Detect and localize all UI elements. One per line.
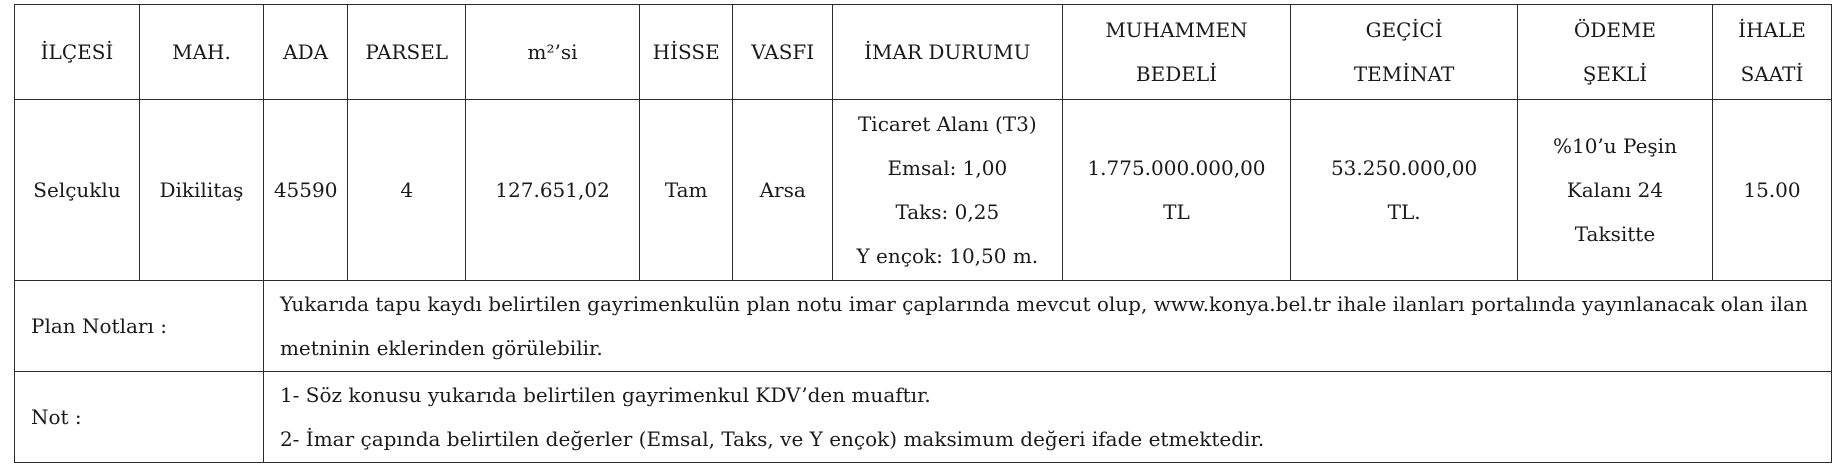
imar-line-2: Emsal: 1,00 [887, 156, 1008, 180]
header-ilcesi: İLÇESİ [15, 5, 140, 100]
not-label: Not : [15, 372, 264, 463]
odeme-line-1: %10’u Peşin [1552, 134, 1677, 158]
header-gecici-line-2: TEMİNAT [1353, 62, 1455, 86]
cell-mah: Dikilitaş [139, 100, 263, 281]
header-ihale-saati [1713, 5, 1832, 100]
odeme-line-3: Taksitte [1574, 222, 1656, 246]
auction-table [14, 4, 1832, 463]
plan-notes-text [263, 281, 1831, 372]
header-muhammen-bedeli [1062, 5, 1291, 100]
not-text [263, 372, 1831, 463]
header-gecici-line-1: GEÇİCİ [1365, 18, 1443, 42]
header-row [15, 5, 1832, 100]
header-gecici-teminat [1291, 5, 1518, 100]
cell-odeme-sekli [1517, 100, 1712, 281]
header-mah: MAH. [139, 5, 263, 100]
header-muhammen-line-2: BEDELİ [1135, 62, 1218, 86]
header-vasfi: VASFI [733, 5, 833, 100]
header-ihale-line-1: İHALE [1738, 18, 1806, 42]
cell-ilcesi: Selçuklu [15, 100, 140, 281]
cell-ihale-saati: 15.00 [1713, 100, 1832, 281]
odeme-line-2: Kalanı 24 [1566, 178, 1664, 202]
plan-notes-label: Plan Notları : [15, 281, 264, 372]
cell-vasfi: Arsa [733, 100, 833, 281]
header-odeme-line-2: ŞEKLİ [1582, 62, 1648, 86]
cell-parsel: 4 [348, 100, 466, 281]
header-ada: ADA [263, 5, 347, 100]
gecici-line-1: 53.250.000,00 [1330, 156, 1478, 180]
gecici-line-2: TL. [1387, 200, 1421, 224]
imar-line-3: Taks: 0,25 [895, 200, 1000, 224]
cell-m2: 127.651,02 [466, 100, 640, 281]
not-row [15, 372, 1832, 463]
imar-line-1: Ticaret Alanı (T3) [857, 112, 1037, 136]
cell-imar-durumu [833, 100, 1063, 281]
plan-notes-row [15, 281, 1832, 372]
muhammen-line-2: TL [1163, 200, 1190, 224]
header-odeme-line-1: ÖDEME [1573, 18, 1657, 42]
not-line-2: 2- İmar çapında belirtilen değerler (Emsal, Taks, ve Y ençok) maksimum değeri ifade etmektedir. [279, 427, 1265, 451]
muhammen-line-1: 1.775.000.000,00 [1087, 156, 1266, 180]
cell-ada: 45590 [263, 100, 347, 281]
header-hisse: HİSSE [639, 5, 732, 100]
header-parsel: PARSEL [348, 5, 466, 100]
plan-notes-body: Yukarıda tapu kaydı belirtilen gayrimenkulün plan notu imar çaplarında mevcut olup, www.konya.bel.tr ihale ilanları portalında yayınlanacak olan ilan metninin eklerinden görülebilir. [279, 292, 1808, 360]
imar-line-4: Y ençok: 10,50 m. [856, 244, 1039, 268]
header-imar-durumu: İMAR DURUMU [833, 5, 1063, 100]
header-m2: m²’si [466, 5, 640, 100]
cell-muhammen-bedeli [1062, 100, 1291, 281]
table-row [15, 100, 1832, 281]
header-ihale-line-2: SAATİ [1740, 62, 1804, 86]
header-muhammen-line-1: MUHAMMEN [1105, 18, 1248, 42]
header-odeme-sekli [1517, 5, 1712, 100]
cell-hisse: Tam [639, 100, 732, 281]
not-line-1: 1- Söz konusu yukarıda belirtilen gayrimenkul KDV’den muaftır. [279, 383, 931, 407]
cell-gecici-teminat [1291, 100, 1518, 281]
